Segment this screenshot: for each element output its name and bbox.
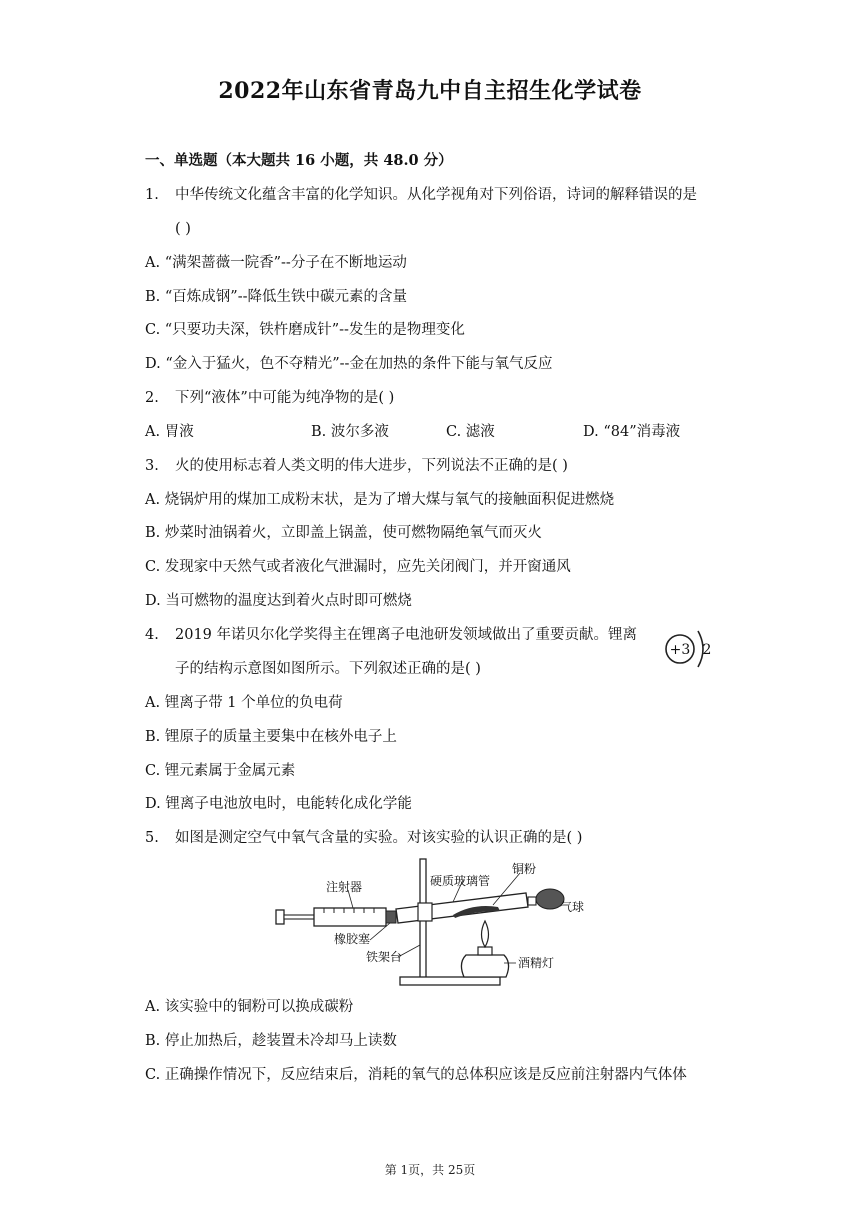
- section-heading: 一、单选题（本大题共 16 小题，共 48.0 分）: [145, 152, 453, 169]
- question-4-line2: 子的结构示意图如图所示。下列叙述正确的是( ): [175, 661, 481, 677]
- hard-glass-tube: [396, 893, 528, 923]
- q2-option-c: C. 滤液: [446, 424, 495, 440]
- q2-option-a: A. 胃液: [145, 424, 194, 440]
- nucleus-charge: +3: [669, 642, 691, 658]
- q1-option-c: C. “只要功夫深，铁杵磨成针”--发生的是物理变化: [145, 322, 465, 338]
- q3-option-c: C. 发现家中天然气或者液化气泄漏时，应先关闭阀门，并开窗通风: [145, 559, 571, 575]
- question-text: 中华传统文化蕴含丰富的化学知识。从化学视角对下列俗语，诗词的解释错误的是: [175, 187, 697, 203]
- label-stopper: 橡胶塞: [334, 932, 371, 946]
- q5-option-a: A. 该实验中的铜粉可以换成碳粉: [145, 999, 354, 1015]
- q3-option-b: B. 炒菜时油锅着火，立即盖上锅盖，使可燃物隔绝氧气而灭火: [145, 525, 542, 541]
- syringe-barrel: [314, 908, 386, 926]
- q4-option-a: A. 锂离子带 1 个单位的负电荷: [145, 695, 343, 711]
- q2-option-d: D. “84”消毒液: [583, 424, 681, 440]
- flame: [482, 921, 489, 947]
- label-copper: 铜粉: [512, 862, 537, 876]
- question-number: 2.: [145, 390, 159, 406]
- q1-option-a: A. “满架蔷薇一院香”--分子在不断地运动: [145, 255, 407, 271]
- q2-option-b: B. 波尔多液: [311, 424, 389, 440]
- syringe-plunger-rod: [284, 915, 314, 919]
- shell-electron-count: 2: [702, 642, 712, 658]
- alcohol-lamp: [461, 955, 508, 977]
- iron-stand-base: [400, 977, 500, 985]
- question-number: 3.: [145, 458, 159, 474]
- q4-option-d: D. 锂离子电池放电时，电能转化成化学能: [145, 796, 412, 812]
- label-syringe: 注射器: [326, 880, 363, 894]
- oxygen-experiment-apparatus: [268, 855, 598, 990]
- question-4: [145, 625, 637, 645]
- question-number: 1.: [145, 187, 159, 203]
- question-1: [145, 185, 697, 205]
- question-2: [145, 388, 394, 408]
- q5-option-c: C. 正确操作情况下，反应结束后，消耗的氧气的总体积应该是反应前注射器内气体体: [145, 1067, 687, 1083]
- q3-option-a: A. 烧锅炉用的煤加工成粉末状，是为了增大煤与氧气的接触面积促进燃烧: [145, 492, 615, 508]
- label-balloon: 气球: [560, 900, 585, 914]
- q1-option-d: D. “金入于猛火，色不夺精光”--金在加热的条件下能与氧气反应: [145, 356, 553, 372]
- page-footer: 第 1页，共 25页: [384, 1163, 476, 1177]
- question-text: 2019 年诺贝尔化学奖得主在锂离子电池研发领域做出了重要贡献。锂离: [175, 627, 638, 643]
- q3-option-d: D. 当可燃物的温度达到着火点时即可燃烧: [145, 593, 412, 609]
- q4-option-c: C. 锂元素属于金属元素: [145, 763, 296, 779]
- syringe-plunger-end: [276, 910, 284, 924]
- question-text: 下列“液体”中可能为纯净物的是( ): [175, 390, 395, 406]
- question-number: 4.: [145, 627, 159, 643]
- question-number: 5.: [145, 830, 159, 846]
- q4-option-b: B. 锂原子的质量主要集中在核外电子上: [145, 729, 397, 745]
- label-glass-tube: 硬质玻璃管: [430, 874, 491, 888]
- label-stand: 铁架台: [366, 950, 403, 964]
- label-lamp: 酒精灯: [518, 956, 555, 970]
- question-5: [145, 828, 582, 848]
- rubber-stopper: [386, 911, 396, 923]
- question-3: [145, 456, 568, 476]
- lithium-ion-structure-diagram: [660, 619, 720, 679]
- question-text: 火的使用标志着人类文明的伟大进步，下列说法不正确的是( ): [175, 458, 568, 474]
- question-1-bracket: ( ): [175, 221, 191, 237]
- clamp: [418, 903, 432, 921]
- question-text: 如图是测定空气中氧气含量的实验。对该实验的认识正确的是( ): [175, 830, 583, 846]
- exam-title: 2022年山东省青岛九中自主招生化学试卷: [218, 78, 642, 104]
- q5-option-b: B. 停止加热后，趁装置未冷却马上读数: [145, 1033, 397, 1049]
- q1-option-b: B. “百炼成钢”--降低生铁中碳元素的含量: [145, 289, 407, 305]
